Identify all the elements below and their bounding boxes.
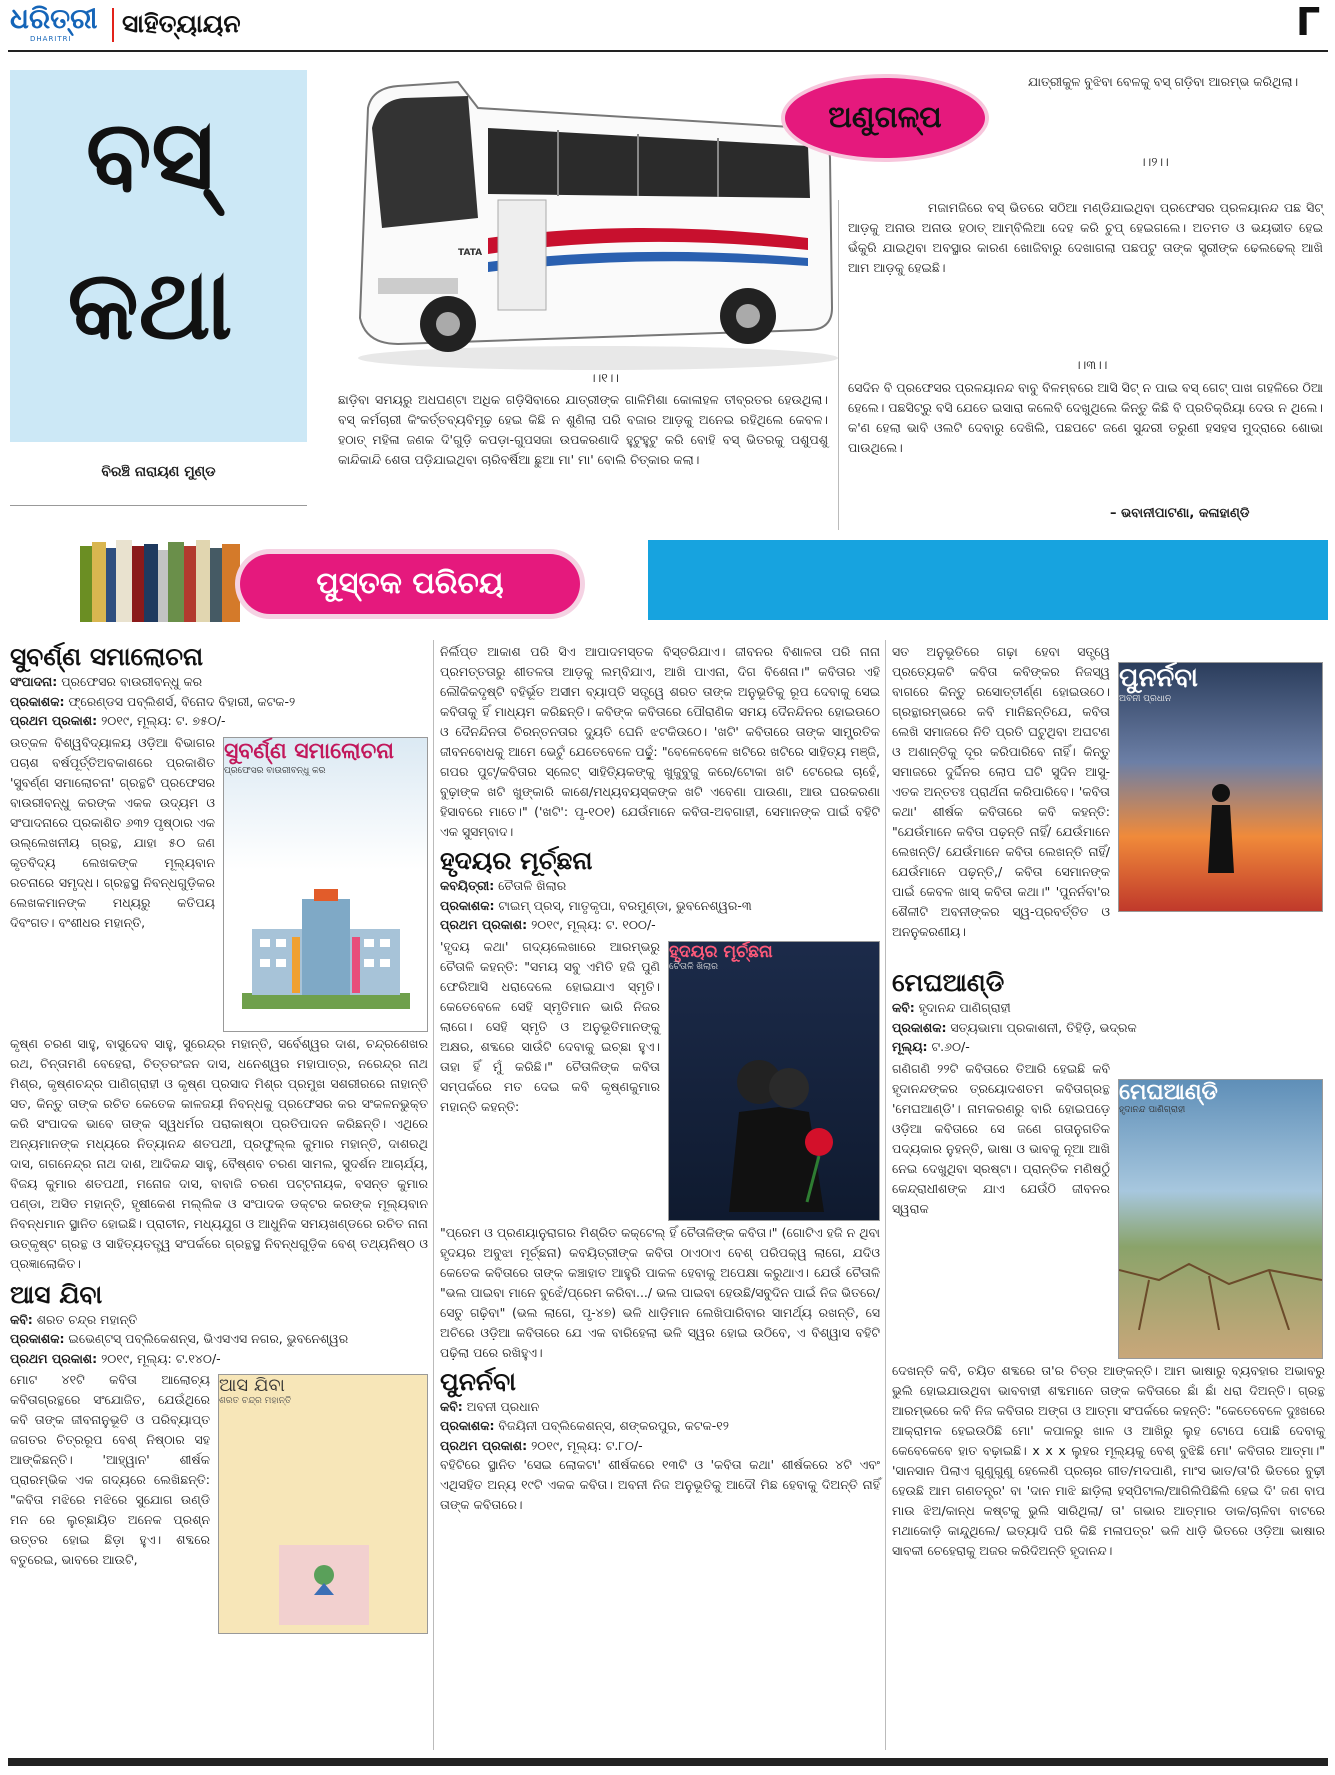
meta-value: ସତ୍ୟଭାମା ପ୍ରକାଶନୀ, ତିହିଡ଼ି, ଭଦ୍ରକ (946, 1019, 1137, 1035)
book-review-column-2 (440, 642, 880, 1742)
book-review-text: କୃଷ୍ଣ ଚରଣ ସାହୁ, ବାସୁଦେବ ସାହୁ, ସୁରେନ୍ଦ୍ର ମହାନ୍ତି, ସର୍ବେଶ୍ୱର ଦାଶ, ଚନ୍ଦ୍ରଶେଖର ରଥ, ଚିନ୍ତାମଣି ବେହେରା, ଚିତ୍ତରଂଜନ ଦାସ, ଧନେଶ୍ୱର ମହାପାତ୍ର, ନରେନ୍ଦ୍ର ନାଥ ମିଶ୍ର, କୃଷ୍ଣଚନ୍ଦ୍ର ପାଣିଗ୍ରାହୀ ଓ କୃଷ୍ଣ ପ୍ରସାଦ ମିଶ୍ର ପ୍ରମୁଖ ସଶରୀରରେ ନାହାନ୍ତି ସତ, କିନ୍ତୁ ତାଙ୍କ ରଚିତ କେତେକ କାଳଜୟୀ ନିବନ୍ଧକୁ ପ୍ରଫେସର କର ସଂକଳନଭୁକ୍ତ କରି ସଂପାଦକ ଭାବେ ତାଙ୍କ ସ୍ୱଧର୍ମର ପରାକାଷ୍ଠା ପ୍ରତିପାଦନ କରିଛନ୍ତି। ଏଥିରେ ଅନ୍ୟମାନଙ୍କ ମଧ୍ୟରେ ନିତ୍ୟାନନ୍ଦ ଶତପଥୀ, ପ୍ରଫୁଲ୍ଲ କୁମାର ମହାନ୍ତି, ଦାଶରଥି ଦାସ, ଗଗନେନ୍ଦ୍ର ନାଥ ଦାଶ, ଆଦିକନ୍ଦ ସାହୁ, ବୈଷ୍ଣବ ଚରଣ ସାମଲ, ସୁଦର୍ଶନ ଆଚାର୍ଯ୍ୟ, ବିଜୟ କୁମାର ଶତପଥୀ, ମନୋଜ ଦାସ, ବାବାଜି ଚରଣ ପଟ୍ଟନାୟକ, ବସନ୍ତ କୁମାର ପଣ୍ଡା, ଅସିତ ମହାନ୍ତି, ହୃଷୀକେଶ ମଲ୍ଲିକ ଓ ସଂପାଦକ ଡକ୍ଟର କରଙ୍କ ମୂଲ୍ୟବାନ ନିବନ୍ଧମାନ ସ୍ଥାନିତ ହୋଇଛି। ପ୍ରାଚୀନ, ମଧ୍ୟଯୁଗ ଓ ଆଧୁନିକ ସମୟଖଣ୍ଡରେ ରଚିତ ନାନା ଉତ୍କୃଷ୍ଟ ଗ୍ରନ୍ଥ ଓ ସାହିତ୍ୟତତ୍ତ୍ୱ ସଂପର୍କରେ ଗ୍ରନ୍ଥସ୍ଥ ନିବନ୍ଧଗୁଡ଼ିକ ବେଶ୍ ତଥ୍ୟନିଷ୍ଠ ଓ ପ୍ରଜ୍ଞାଲୋକିତ। (10, 1035, 428, 1271)
book-cover-meghaandi (1118, 1079, 1323, 1359)
meta-label: ମୂଲ୍ୟ: (892, 1039, 928, 1054)
meta-value: ୨୦୧୯, ମୂଲ୍ୟ: ଟ.୧୪୦/- (97, 1350, 221, 1366)
meta-value: ହୃଦାନନ୍ଦ ପାଣିଗ୍ରାହୀ (914, 1000, 1011, 1015)
meta-label: ପ୍ରକାଶକ: (10, 1331, 65, 1346)
meta-label: ପ୍ରଥମ ପ୍ରକାଶ: (440, 1437, 528, 1453)
meta-value: ଇଭେଣ୍ଟସ୍ ପବ୍ଲିକେଶନ୍ସ, ଭିଏସଏସ ନଗର, ଭୁବନେଶ୍ୱର (64, 1331, 349, 1346)
cover-building (242, 889, 410, 1009)
logo (10, 3, 110, 49)
book-review-text: ଗଣିଗଣି ୨୨ଟି କବିତାରେ ତିଆରି ହେଇଛି କବି ହୃଦାନନ୍ଦଙ୍କର ତ୍ରୟୋଦଶତମ କବିତାଗ୍ରନ୍ଥ 'ମେଘଆଣ୍ଡି'। ନାମକରଣରୁ ବାରି ହୋଇପଡ଼େ ଓଡ଼ିଆ କବିତାରେ ସେ ଜଣେ ଗତାନୁଗତିକ ପଦ୍ୟକାର ନୁହନ୍ତି, ଭାଷା ଓ ଭାବକୁ ନୂଆ ଆଖି ନେଇ ଦେଖୁଥିବା ସ୍ରଷ୍ଟା। ପ୍ରାନ୍ତିକ ମଣିଷଠୁଁ କେନ୍ଦ୍ରାଧୀଶଙ୍କ ଯାଏ ଯେଉଁଠି ଜୀବନର ସ୍ୱରାକ (892, 1060, 1110, 1216)
story-col-divider (838, 200, 839, 530)
story-part2-number: ।।୨।। (1140, 154, 1169, 169)
cover-subtitle: ଅବନୀ ପ୍ରଧାନ (1119, 694, 1172, 704)
meta-value: ଅବନୀ ପ୍ରଧାନ (462, 1398, 540, 1414)
story-genre-badge (785, 78, 985, 158)
book-review-text: ସତ ଅନୁଭୂତିରେ ଗଢ଼ା ହେବା ସତ୍ତ୍ୱେ ପ୍ରତ୍ୟେକଟି କବିତା କବିଙ୍କର ନିଜସ୍ୱ ବାଗରେ କିନ୍ତୁ ରସୋତ୍ତୀର୍ଣ୍ଣ ହୋଇଉଠେ। ଗ୍ରନ୍ଥାରମ୍ଭରେ କବି ମାନିଛନ୍ତିଯେ, କବିତା ଲେଖି ସମାଜରେ ନିତି ପ୍ରତି ଘଟୁଥିବା ଅଘଟଣ ଓ ଅଶାନ୍ତିକୁ ଦୂର କରିପାରିବେ ନାହିଁ। କିନ୍ତୁ ସମାଜରେ ଦୁର୍ଦ୍ଦିନର ଲୋପ ଘଟି ସୁଦିନ ଆସୁ- ଏତକ ଅନ୍ତତଃ ପ୍ରାର୍ଥନା କରିପାରିବେ। 'କବିତା କଥା' ଶୀର୍ଷକ କବିତାରେ କବି କହନ୍ତି: "ଯେଉଁମାନେ କବିତା ପଢ଼ନ୍ତି ନାହିଁ/ ଯେଉଁମାନେ ଲେଖନ୍ତି/ ଯେଉଁମାନେ କବିତା ଲେଖନ୍ତି ନାହିଁ/ ଯେଉଁମାନେ ପଢ଼ନ୍ତି,/ କବିତା ସେମାନଙ୍କ ପାଇଁ କେବଳ ଖାସ୍ କବିତା କଥା।" 'ପୁନର୍ନବା'ର ଶୈଳୀଟି ଅବନୀଙ୍କର ସ୍ୱ-ପ୍ରବର୍ତ୍ତିତ ଓ ଅନନୁକରଣୀୟ। (892, 644, 1110, 939)
meta-value: ପ୍ରଫେସର ବାଉରୀବନ୍ଧୁ କର (57, 674, 203, 689)
book-title: ପୁନର୍ନବା (440, 1366, 516, 1396)
page-corner-mark: Г (1296, 0, 1321, 44)
bus-image (338, 68, 838, 376)
cover-title: ହୃଦୟର ମୂର୍ଚ୍ଛନା (669, 941, 773, 962)
meta-value: ଟାଇମ୍ ପ୍ରସ୍, ମାତୃକୃପା, ବରମୁଣ୍ଡା, ଭୁବନେଶ୍ୱର-୩ (494, 897, 752, 913)
cover-art (269, 1525, 379, 1625)
story-title-line2: କଥା (67, 249, 233, 361)
meta-label: ପ୍ରଥମ ପ୍ରକାଶ: (10, 1350, 98, 1366)
cover-title: ଆସ ଯିବା (219, 1375, 285, 1396)
book-title: ମେଘଆଣ୍ଡି (892, 968, 1005, 997)
meta-value: ୨୦୧୯, ମୂଲ୍ୟ: ଟ. ୧୦୦/- (527, 917, 656, 932)
bottom-rule (8, 1758, 1328, 1766)
meta-value: ଟ.୬୦/- (927, 1039, 970, 1054)
story-author-box (10, 442, 307, 506)
book-title: ଆସ ଯିବା (10, 1279, 103, 1309)
story-col-top: ଯାତ୍ରୀକୁଳ ବୁଝିବା ବେଳକୁ ବସ୍ ଗଡ଼ିବା ଆରମ୍ଭ କରିଥିଲା। (1028, 74, 1299, 89)
book-title: ହୃଦୟର ମୂର୍ଚ୍ଛନା (440, 846, 593, 875)
cover-couple-art (689, 1032, 859, 1212)
logo-subtext: DHARITRI (30, 35, 72, 43)
meta-label: କବି: (440, 1398, 463, 1414)
story-byline-place: – ଭବାନୀପାଟଣା, କଳାହାଣ୍ଡି (1110, 506, 1250, 521)
story-title-box (10, 70, 307, 442)
cover-subtitle: ଚୈତାଳି ଖିଲାର (669, 961, 718, 972)
meta-label: ପ୍ରଥମ ପ୍ରକାଶ: (440, 917, 528, 932)
story-part3-number: ।।୩।। (1075, 357, 1108, 372)
book-review-text: ଦେଖନ୍ତି କବି, ଚୟିତ ଶବ୍ଦରେ ତା'ର ଚିତ୍ର ଆଙ୍କନ୍ତି। ଆମ ଭାଷାରୁ ବ୍ୟବହାର ଅଭାବରୁ ଭୁଲି ହୋଇଯାଉଥିବା ଭାବବାହୀ ଶବ୍ଦମାନେ ତାଙ୍କ କବିତାରେ ଛାଁ ଛାଁ ଧରା ଦିଅନ୍ତି। ଗ୍ରନ୍ଥ ଆରମ୍ଭରେ କବି ନିଜ କବିତାର ଅଙ୍ଗ ଓ ଆତ୍ମା ସଂପର୍କରେ କହନ୍ତି: "କେତେବେଳେ ଦୁଃଖରେ ଆକ୍ରାମକ ହେଇଉଠିଛି ମୋ' କପାଳରୁ ଖାଳ ଓ ଆଖିରୁ ଲୁହ ଟୋପେ ପୋଛି ଦେବାକୁ କେବେକେବେ ହାତ ବଢ଼ାଇଛି। x x x ଲୁହର ମୂଲ୍ୟକୁ ବେଶ୍ ବୁଝିଛି ମୋ' କବିତାର ଆତ୍ମା।" 'ସାନସାନ ପିଲାଏ ଗୁଣୁଗୁଣୁ ହେଲେଣି ପ୍ରଚାର ଗୀତ/ମଦପାଣି, ମାଂସ ଭାତ/ତା'ରି ଭିତରେ ବୁଢ଼ୀ ହେଉଛି ଆମ ଗଣତନ୍ତ୍ର' ବା 'ଦାନ ମାଝି ଛାଡ଼ିଲା ହସ୍‌ପିଟାଲ/ଆଗିଲିପିଛିଲି ହେଇ ଦି' ଜଣ ବାପ ମାଉ ଝିଅ/କାନ୍ଧ କଷ୍ଟକୁ ଭୁଲି ସାରିଥିଲା/ ତା' ଗଭାର ଆତ୍ମାର ଡାକ/ଚାଳିବା ବାଟରେ ମଥାକୋଡ଼ି କାନ୍ଦୁଥିଲେ/ ଇତ୍ୟାଦି ପରି କିଛି ମଳାପତ୍ର' ଭଳି ଧାଡ଼ି ଭିତରେ ଓଡ଼ିଆ ଭାଷାର ସାବକୀ ଚେହେରାକୁ ଅଜର କରିଦିଅନ୍ତି ହୃଦାନନ୍ଦ। (892, 1362, 1325, 1558)
bus-brand: TATA (458, 248, 483, 258)
story-part3: ସେଦିନ ବି ପ୍ରଫେସର ପ୍ରଳୟାନନ୍ଦ ବାବୁ ବିଳମ୍ବରେ ଆସି ସିଟ୍ ନ ପାଇ ବସ୍ ଗେଟ୍ ପାଖ ଗହଳିରେ ଠିଆ ହେଲେ। ପଛସିଟ୍‌ରୁ ବସି ଯେତେ ଇସାରା କଲେବି ଦେଖୁଥିଲେ କିନ୍ତୁ କିଛି ବି ପ୍ରତିକ୍ରିୟା ଦେଉ ନ ଥିଲେ। କ'ଣ ହେଲା ଭାବି ଓଲଟି ଦେବାରୁ ଦେଖିଲି, ପଛପଟେ ଜଣେ ସୁନ୍ଦରୀ ତରୁଣୀ ହସହସ ମୁଦ୍ରାରେ ଶୋଭା ପାଉଥିଲେ। (848, 380, 1323, 455)
meta-value: ଶରତ ଚନ୍ଦ୍ର ମହାନ୍ତି (32, 1311, 138, 1327)
meta-label: କବୟିତ୍ରୀ: (440, 878, 495, 893)
book-cover-punarnaba (1118, 662, 1323, 912)
story-part2: ମଜାମଜିରେ ବସ୍ ଭିତରେ ସଠିଆ ମଣ୍ଡିଯାଇଥିବା ପ୍ରଫେସର ପ୍ରଳୟାନନ୍ଦ ପଛ ସିଟ୍ ଆଡ଼କୁ ଅନାଉ ଅନାଉ ହଠାତ୍ ଆମ୍ବିଲିଆ ଦେହ କରି ଚୁପ୍ ହେଇଗଲେ। ଅତମତ ଓ ଭୟଭୀତ ହେଇ ଭଁକୁରି ଯାଇଥିବା ଅବସ୍ଥାର କାରଣ ଖୋଜିବାରୁ ଦେଖାଗଲା ପଛପଟୁ ତାଙ୍କ ସ୍ତ୍ରୀଙ୍କ ଢେଲଢେଲ୍ ଆଖି ଆମ ଆଡ଼କୁ ହେଇଛି। (848, 200, 1323, 275)
cover-silhouette (1204, 783, 1238, 873)
cover-cracked-earth (1119, 1250, 1322, 1330)
story-part1-number: ।।୧।। (590, 370, 620, 385)
book-review-text: ନିର୍ଲିପ୍ତ ଆକାଶ ପରି ସିଏ ଆପାଦମସ୍ତକ ବିସ୍ତରିଯାଏ। ଜୀବନର ବିଶାଳତା ପରି ନାନା ପ୍ରମତ୍ତତାରୁ ଶୀତଳତା ଆଡ଼କୁ ଲମ୍ବିଯାଏ, ଆଖି ପାଏନା, ଦିଗ ବିଶେନା।" କବିତାର ଏହି ଲୌକିକଦୃଷ୍ଟି ବହିର୍ଭୂତ ଅସୀମ ବ୍ୟାପ୍ତି ସତ୍ତ୍ୱେ ଶରତ ତାଙ୍କ ଅନୁଭୂତିକୁ ରୂପ ଦେବାକୁ ସେଇ କବିତାକୁ ହିଁ ମାଧ୍ୟମ କରିଛନ୍ତି। କବିଙ୍କ କବିତାରେ ପୌରାଣିକ ସମୟ ଦୈନନ୍ଦିନର ହୋଇଉଠେ ଓ ଦୈନନ୍ଦିନତା ଚିରନ୍ତନତାର ଦ୍ୟୁତି ଘେନି ଝଟକିଉଠେ। 'ଖଟି' କବିତାରେ ତାଙ୍କ ସାମ୍ପ୍ରତିକ ଜୀବନବୋଧକୁ ଆମେ ଭେଟୁଁ ଯେତେବେଳେ ପଢ଼ୁଁ: "ବେଳେବେଳେ ଖଟିରେ ଖଟିରେ ସାହିତ୍ୟ ମଞ୍ଜି, ଗପର ପୁଟ୍/କବିତାର ସ୍ଲେଟ୍ ସାହିତ୍ୟିକଙ୍କୁ ଖୁଜୁବୁଜୁ କରେ/ଟୋକା ଖଟି ଟେରେଇ ଚାହେଁ, ବୁଢ଼ାଙ୍କ ଖଟି ଖୁଙ୍କାରି କାଶେ/ମଧ୍ୟବୟସ୍କଙ୍କ ଖଟି ଏବେଣା ପାଉଣା, ଆଉ ଘରକରଣା ହିସାବରେ ମାତେ।" ('ଖଟି': ପୃ-୧୦୧) ଯେଉଁମାନେ କବିତା-ଅବଗାହୀ, ସେମାନଙ୍କ ପାଇଁ ବହିଟି ଏକ ସୁସମ୍ବାଦ। (440, 644, 880, 839)
meta-label: ପ୍ରକାଶକ: (440, 1418, 495, 1433)
meta-value: ୨୦୧୯, ମୂଲ୍ୟ: ଟ. ୭୫୦/- (97, 713, 226, 728)
books-illustration (80, 540, 240, 622)
book-review-suvarna (10, 642, 430, 1742)
column-divider (885, 640, 886, 1750)
story-title-line1: ବସ୍ (85, 99, 215, 211)
story-author: ବିରଞ୍ଚି ନାରାୟଣ ମୁଣ୍ଡ (101, 464, 216, 480)
badge-text: ଅଣୁଗଳ୍ପ (828, 100, 942, 135)
banner-title-pill (240, 554, 580, 614)
logo-text: ଧରିତ୍ରୀ (10, 2, 98, 35)
book-cover-asa-jiba (218, 1374, 428, 1634)
meta-label: ପ୍ରଥମ ପ୍ରକାଶ: (10, 713, 98, 728)
cover-title: ପୁନର୍ନବା (1119, 663, 1198, 693)
cover-title: ମେଘଆଣ୍ଡି (1119, 1079, 1218, 1105)
book-cover-hrudayara-murchhana (668, 941, 880, 1221)
story-part1: ଛାଡ଼ିବା ସମୟରୁ ଅଧଘଣ୍ଟା ଅଧିକ ଗଡ଼ିସିବାରେ ଯାତ୍ରୀଙ୍କ ଗାଳିମିଶା କୋଳାହଳ ତୀବ୍ରତର ହେଉଥିଲା। ବସ୍ କର୍ମଚାରୀ କିଂକର୍ତ୍ତବ୍ୟବିମୂଢ଼ ହେଇ କିଛି ନ ଶୁଣିଲା ପରି ବଜାର ଆଡ଼କୁ ଅନେଇ ରହିଥିଲେ କେବଳ। ହଠାତ୍ ମହିଳା ଜଣକ ଦି'ଗୁଡ଼ି କପଡ଼ା-ଗୁପସଜା ଉପକରଣାଦି ହୁଟୁହୁଟୁ କରି ବୋହି ବସ୍ ଭିତରକୁ ପଶୁପଶୁ କାନ୍ଦିକାନ୍ଦି ଶେତା ପଡ଼ିଯାଇଥିବା ଚାରିବର୍ଷିଆ ଛୁଆ ମା' ମା' ବୋଲି ଚିତ୍କାର କଲା। (338, 392, 828, 467)
meta-label: ପ୍ରକାଶକ: (892, 1019, 947, 1035)
banner-title: ପୁସ୍ତକ ପରିଚୟ (316, 566, 504, 601)
meta-label: ପ୍ରକାଶକ: (440, 897, 495, 913)
column-divider (433, 640, 434, 1750)
review-banner (8, 540, 1328, 626)
book-cover-suvarna (223, 737, 428, 1032)
meta-label: କବି: (10, 1311, 33, 1327)
meta-value: ୨୦୧୯, ମୂଲ୍ୟ: ଟ.୮୦/- (527, 1437, 643, 1453)
book-review-text: ବହିଟିରେ ସ୍ଥାନିତ 'ସେଇ ଲୋକଟା' ଶୀର୍ଷକରେ ୧୩ଟି ଓ 'କବିତା କଥା' ଶୀର୍ଷକରେ ୪ଟି ଏବଂ ଏଥିସହିତ ଅନ୍ୟ ୧୯ଟି ଏକକ କବିତା। ଅବନୀ ନିଜ ଅନୁଭୂତିକୁ ଆଦୌ ମିଛ ହେବାକୁ ଦିଅନ୍ତି ନାହିଁ ତାଙ୍କ କବିତାରେ। (440, 1457, 880, 1512)
book-title: ସୁବର୍ଣ୍ଣ ସମାଲୋଚନା (10, 642, 204, 671)
book-review-text: ମୋଟ ୪୧ଟି କବିତା ଆଲୋଚ୍ୟ କବିତାଗ୍ରନ୍ଥରେ ସଂଯୋଜିତ, ଯେଉଁଥିରେ କବି ତାଙ୍କ ଜୀବନାନୁଭୂତି ଓ ପରିବ୍ୟାପ୍ତ ଜଗତର ଚିତ୍ରରୂପ ବେଶ୍ ନିଷ୍ଠାର ସହ ଆଙ୍କିଛନ୍ତି। 'ଆହ୍ୱାନ' ଶୀର୍ଷକ ପ୍ରାରମ୍ଭିକ ଏକ ଗଦ୍ୟରେ ଲେଖିଛନ୍ତି: "କବିତା ମଝିରେ ମଝିରେ ସୁଯୋଗ ଉଣ୍ଡି ମନ ରେ ଲୁଚ୍ଛାୟିତ ଅନେକ ପ୍ରଶ୍ନ ଉତ୍ତର ହୋଇ ଛିଡ଼ା ହୁଏ। ଶବ୍ଦରେ ବତୁରେଇ, ଭାବରେ ଆଉଟି, (10, 1372, 210, 1567)
cover-title: ସୁବର୍ଣ୍ଣ ସମାଲୋଚନା (224, 738, 394, 764)
cover-subtitle: ଶରତ ଚନ୍ଦ୍ର ମହାନ୍ତି (219, 1396, 292, 1406)
meta-value: ଫ୍ରେଣ୍ଡସ ପବ୍ଲିଶର୍ସ, ବିନୋଦ ବିହାରୀ, କଟକ-୨ (64, 693, 296, 709)
meta-label: ସଂପାଦନା: (10, 674, 58, 689)
meta-value: ଚୈତାଳି ଖିଲାର (494, 878, 567, 893)
meta-label: ପ୍ରକାଶକ: (10, 693, 65, 709)
book-review-text: ଉତ୍କଳ ବିଶ୍ୱବିଦ୍ୟାଳୟ ଓଡ଼ିଆ ବିଭାଗର ପଚାଶ ବର୍ଷପୂର୍ତ୍ତିଅବକାଶରେ ପ୍ରକାଶିତ 'ସୁବର୍ଣ୍ଣ ସମାଲୋଚନା' ଗ୍ରନ୍ଥଟି ପ୍ରଫେସର ବାଉରୀବନ୍ଧୁ କରଙ୍କ ଏକକ ଉଦ୍ୟମ ଓ ସଂପାଦନାରେ ପ୍ରକାଶିତ ୬୩୨ ପୃଷ୍ଠାର ଏକ ଉଲ୍ଲେଖନୀୟ ଗ୍ରନ୍ଥ, ଯାହା ୫୦ ଜଣ କୃତବିଦ୍ୟ ଲେଖକଙ୍କ ମୂଲ୍ୟବାନ ରଚନାରେ ସମୃଦ୍ଧ। ଗ୍ରନ୍ଥସ୍ଥ ନିବନ୍ଧଗୁଡ଼ିକର ଲେଖକମାନଙ୍କ ମଧ୍ୟରୁ କତିପୟ ଦିବଂଗତ। ବଂଶୀଧର ମହାନ୍ତି, (10, 734, 215, 930)
book-review-text: 'ହୃଦୟ କଥା' ଗଦ୍ୟଲେଖାରେ ଆରମ୍ଭରୁ ଚୈତାଳି କହନ୍ତି: "ସମୟ ସବୁ ଏମିତି ହଜି ପୁଣି ଫେରିଆସି ଧରାଦେଲେ ହୋଇଯାଏ ସ୍ମୃତି। କେତେବେଳେ ସେହି ସ୍ମୃତିମାନ ଭାରି ନିଜର ଲାଗେ। ସେହି ସ୍ମୃତି ଓ ଅନୁଭୂତିମାନଙ୍କୁ ଅକ୍ଷର, ଶବ୍ଦରେ ସାଉଁଟି ଦେବାକୁ ଇଚ୍ଛା ହୁଏ। ତାହା ହିଁ ମୁଁ କରିଛି।" ଚୈତାଳିଙ୍କ କବିତା ସମ୍ପର୍କରେ ମତ ଦେଇ କବି କୃଷ୍ଣକୁମାର ମହାନ୍ତି କହନ୍ତି: (440, 938, 660, 1114)
meta-label: କବି: (892, 1000, 915, 1015)
book-review-text: "ପ୍ରେମ ଓ ପ୍ରଣୟାନୁରାଗର ମିଶ୍ରିତ କକ୍‌ଟେଲ୍ ହିଁ ଚୈତାଳିଙ୍କ କବିତା।" (ଗୋଟିଏ ହଜି ନ ଥିବା ହୃଦୟର ଅବୁଝା ମୂର୍ଚ୍ଛନା) କବୟିତ୍ରୀଙ୍କ କବିତା ଠାଏଠାଏ ବେଶ୍ ପରିପକ୍ୱ ଲାଗେ, ଯଦିଓ କେତେକ କବିତାରେ ତାଙ୍କ କଞ୍ଚାହାତ ଆହୁରି ପାକଳ ହେବାକୁ ଅପେକ୍ଷା କରୁଥାଏ। ଯେଉଁ ଚୈତାଳି "ଭଲ ପାଇବା ମାନେ ବୁଝେଁ/ପ୍ରେମ କରିବା.../ ଭଲ ପାଇବା ହେଉଛି/ସବୁଦିନ ପାଇଁ ନିଜ ଭିତରେ/ସେତୁ ଗଢ଼ିବା" (ଭଲ ଲାଗେ, ପୃ-୪୭) ଭଳି ଧାଡ଼ିମାନ ଲେଖିପାରିବାର ସାମର୍ଥ୍ୟ ରଖନ୍ତି, ସେ ଅଚିରେ ଓଡ଼ିଆ କବିତାରେ ଯେ ଏକ ବାରିହେଲା ଭଳି ସ୍ୱର ହୋଇ ଉଠିବେ, ଏ ବିଶ୍ୱାସ ବହିଟି ପଢ଼ିଲା ପରେ ରଖିହୁଏ। (440, 1224, 880, 1360)
book-review-column-3 (892, 642, 1325, 1742)
masthead-rule (8, 50, 1328, 52)
masthead-divider (112, 8, 114, 42)
section-title: ସାହିତ୍ୟାୟନ (122, 9, 241, 38)
masthead (0, 0, 1335, 52)
cover-subtitle: ପ୍ରଫେସର ବାଉରୀବନ୍ଧୁ କର (224, 765, 326, 776)
meta-value: ବିଜୟିନୀ ପବ୍ଲିକେଶନ୍ସ, ଶଙ୍କରପୁର, କଟକ-୧୨ (494, 1418, 729, 1433)
cover-subtitle: ହୃଦାନନ୍ଦ ପାଣିଗ୍ରାହୀ (1119, 1104, 1186, 1115)
